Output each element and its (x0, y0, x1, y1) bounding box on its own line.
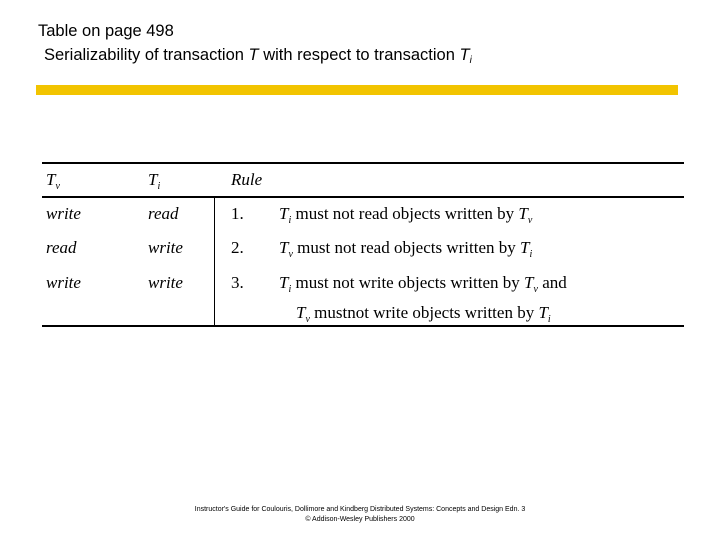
header-col-ti: $T_i$ (148, 170, 161, 192)
header-col-tv: $T_v$ (46, 170, 60, 192)
row3-rule-text-continued: $T_v$ mustnot write objects written by $T_i$ (296, 303, 551, 325)
table-top-rule (42, 162, 684, 164)
header-col-rule: Rule (231, 170, 263, 189)
table-header-rule (42, 196, 684, 198)
row2-col-tv: read (46, 238, 77, 257)
footer-credit: Instructor's Guide for Coulouris, Dollimore and Kindberg Distributed Systems: Concepts and Design Edn. 3 (194, 506, 526, 513)
subtitle-mid: with respect to transaction (258, 46, 460, 64)
subtitle-pre: Serializability of transaction (44, 46, 249, 64)
footer-copyright: © Addison-Wesley Publishers 2000 (305, 516, 415, 523)
page-subtitle (44, 46, 472, 66)
row2-rule-number: 2. (231, 238, 244, 257)
row2-col-ti: write (148, 238, 183, 257)
row3-rule-number: 3. (231, 273, 244, 292)
subtitle-ti: T (459, 46, 470, 64)
row3-col-tv: write (46, 273, 81, 292)
subtitle-t: T (248, 46, 259, 64)
row1-rule-number: 1. (231, 204, 244, 223)
table-bottom-rule (42, 325, 684, 327)
row3-rule-text: $T_i$ must not write objects written by $T_v$ and (279, 273, 567, 295)
row1-rule-text: $T_i$ must not read objects written by $T_v$ (279, 204, 533, 226)
accent-bar (36, 85, 678, 95)
row3-col-ti: write (148, 273, 183, 292)
row2-rule-text: $T_v$ must not read objects written by $T_i$ (279, 238, 533, 260)
page-title (38, 22, 174, 41)
title-line-1: Table on page 498 (38, 22, 174, 40)
table-column-divider (214, 198, 215, 326)
row1-col-tv: write (46, 204, 81, 223)
row1-col-ti: read (148, 204, 179, 223)
subtitle-ti-sub: i (469, 55, 472, 66)
